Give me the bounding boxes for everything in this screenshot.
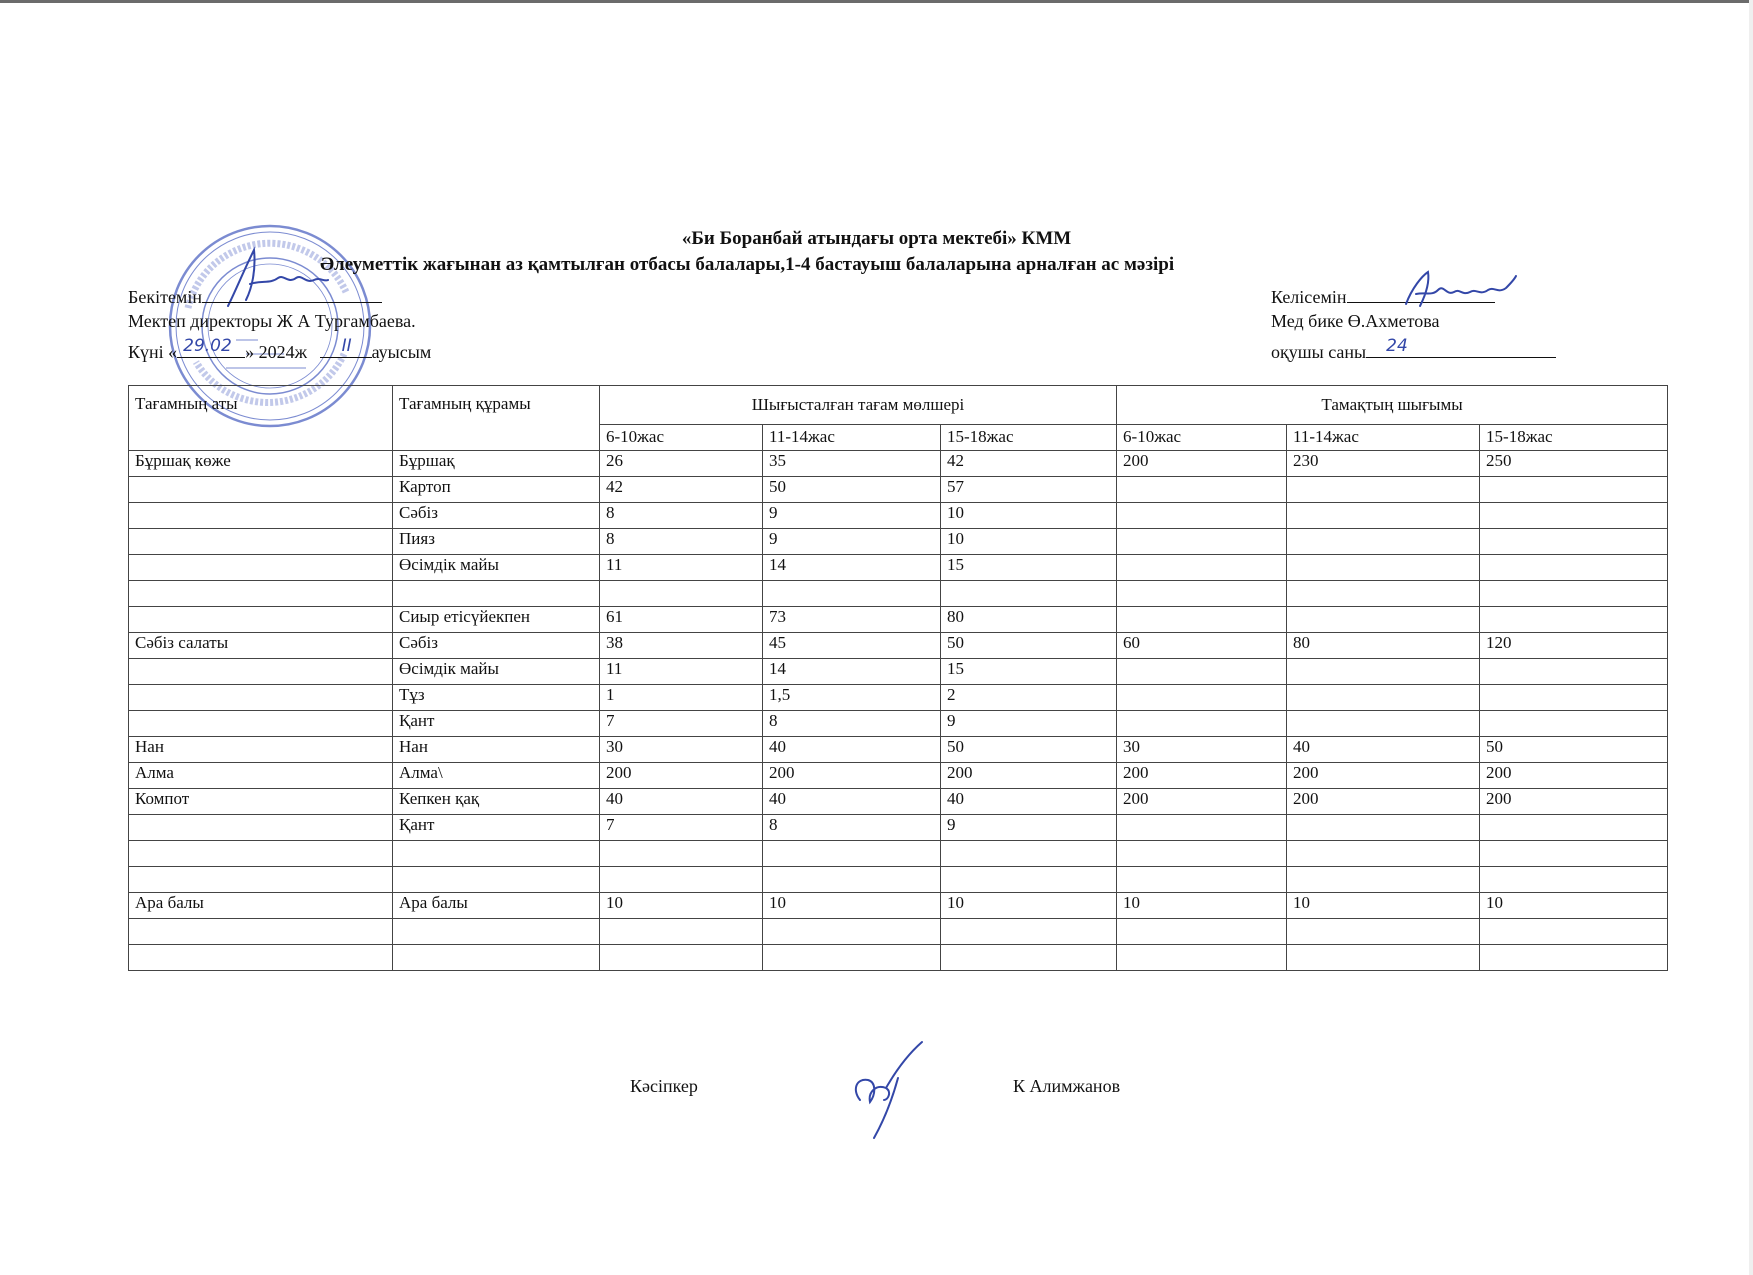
cell-amount-6-10: 11: [600, 555, 763, 581]
cell-amount-15-18: [941, 581, 1117, 607]
cell-amount-15-18: 42: [941, 451, 1117, 477]
cell-yield-11-14: 10: [1287, 893, 1480, 919]
cell-yield-6-10: [1117, 841, 1287, 867]
cell-yield-11-14: [1287, 815, 1480, 841]
cell-dish: [129, 867, 393, 893]
col-header-dish: Тағамның аты: [129, 386, 393, 451]
cell-ingredient: Өсімдік майы: [393, 555, 600, 581]
cell-amount-15-18: 9: [941, 815, 1117, 841]
age-header: 6-10жас: [1117, 425, 1287, 451]
cell-yield-11-14: [1287, 529, 1480, 555]
cell-amount-11-14: 10: [763, 893, 941, 919]
cell-amount-6-10: 8: [600, 529, 763, 555]
cell-amount-6-10: 30: [600, 737, 763, 763]
cell-amount-15-18: 200: [941, 763, 1117, 789]
cell-dish: Нан: [129, 737, 393, 763]
table-row: [129, 867, 1668, 893]
cell-amount-11-14: 9: [763, 503, 941, 529]
cell-amount-11-14: 40: [763, 737, 941, 763]
cell-yield-6-10: 200: [1117, 789, 1287, 815]
cell-dish: Бұршақ көже: [129, 451, 393, 477]
cell-amount-6-10: 7: [600, 711, 763, 737]
cell-dish: [129, 919, 393, 945]
cell-ingredient: Өсімдік майы: [393, 659, 600, 685]
cell-amount-15-18: 50: [941, 633, 1117, 659]
table-row: [129, 737, 1668, 763]
cell-yield-11-14: [1287, 555, 1480, 581]
cell-yield-15-18: [1480, 919, 1668, 945]
cell-ingredient: Ара балы: [393, 893, 600, 919]
cell-amount-15-18: 15: [941, 555, 1117, 581]
table-header-row: [129, 386, 1668, 425]
menu-table: [128, 385, 1668, 971]
cell-yield-11-14: 230: [1287, 451, 1480, 477]
cell-yield-6-10: [1117, 529, 1287, 555]
cell-ingredient: [393, 919, 600, 945]
cell-yield-11-14: [1287, 477, 1480, 503]
cell-amount-6-10: 42: [600, 477, 763, 503]
cell-amount-6-10: 40: [600, 789, 763, 815]
date-line: [128, 336, 432, 363]
cell-amount-15-18: 50: [941, 737, 1117, 763]
cell-yield-11-14: [1287, 711, 1480, 737]
cell-yield-11-14: [1287, 581, 1480, 607]
cell-amount-11-14: [763, 867, 941, 893]
table-row: [129, 841, 1668, 867]
cell-amount-15-18: 10: [941, 503, 1117, 529]
cell-dish: Алма: [129, 763, 393, 789]
cell-yield-11-14: [1287, 659, 1480, 685]
cell-dish: [129, 581, 393, 607]
cell-yield-6-10: [1117, 477, 1287, 503]
cell-amount-11-14: 40: [763, 789, 941, 815]
date-prefix: Күні «: [128, 342, 178, 362]
cell-ingredient: Сәбіз: [393, 503, 600, 529]
cell-amount-15-18: 10: [941, 529, 1117, 555]
cell-amount-11-14: [763, 841, 941, 867]
cell-yield-6-10: [1117, 711, 1287, 737]
cell-dish: [129, 477, 393, 503]
cell-yield-11-14: 200: [1287, 789, 1480, 815]
col-header-composition: Тағамның құрамы: [393, 386, 600, 451]
cell-dish: [129, 685, 393, 711]
date-handwritten: 29.02: [183, 336, 232, 356]
table-row: [129, 503, 1668, 529]
cell-yield-15-18: [1480, 685, 1668, 711]
cell-amount-11-14: 73: [763, 607, 941, 633]
cell-ingredient: Қант: [393, 711, 600, 737]
table-row: [129, 685, 1668, 711]
cell-amount-15-18: 2: [941, 685, 1117, 711]
cell-dish: [129, 607, 393, 633]
table-row: [129, 633, 1668, 659]
table-row: [129, 789, 1668, 815]
cell-yield-6-10: 200: [1117, 763, 1287, 789]
scan-border-right: [1749, 0, 1753, 1275]
cell-yield-6-10: [1117, 581, 1287, 607]
cell-yield-6-10: [1117, 945, 1287, 971]
school-title: «Би Боранбай атындағы орта мектебі» КММ: [681, 228, 1072, 249]
cell-dish: [129, 711, 393, 737]
cell-yield-15-18: [1480, 841, 1668, 867]
cell-yield-15-18: [1480, 867, 1668, 893]
age-header: 15-18жас: [1480, 425, 1668, 451]
cell-amount-6-10: 8: [600, 503, 763, 529]
cell-yield-11-14: [1287, 867, 1480, 893]
shift-handwritten: II: [341, 336, 352, 356]
cell-yield-6-10: [1117, 815, 1287, 841]
table-row: [129, 711, 1668, 737]
cell-yield-6-10: [1117, 659, 1287, 685]
cell-yield-15-18: [1480, 503, 1668, 529]
cell-amount-6-10: [600, 581, 763, 607]
cell-ingredient: Пияз: [393, 529, 600, 555]
footer-name: К Алимжанов: [1013, 1076, 1121, 1096]
shift-label: ауысым: [371, 342, 432, 362]
cell-ingredient: Картоп: [393, 477, 600, 503]
students-handwritten: 24: [1386, 336, 1408, 356]
cell-yield-15-18: 50: [1480, 737, 1668, 763]
cell-yield-15-18: [1480, 477, 1668, 503]
cell-yield-6-10: [1117, 607, 1287, 633]
cell-yield-15-18: [1480, 659, 1668, 685]
cell-amount-6-10: 38: [600, 633, 763, 659]
cell-amount-6-10: 11: [600, 659, 763, 685]
cell-yield-6-10: [1117, 503, 1287, 529]
cell-amount-11-14: 50: [763, 477, 941, 503]
approve-label: Бекітемін: [128, 287, 202, 307]
date-suffix: » 2024ж: [245, 342, 308, 362]
cell-amount-6-10: [600, 841, 763, 867]
cell-yield-6-10: 200: [1117, 451, 1287, 477]
cell-yield-15-18: 200: [1480, 763, 1668, 789]
cell-yield-15-18: [1480, 815, 1668, 841]
cell-dish: [129, 815, 393, 841]
cell-dish: [129, 529, 393, 555]
cell-yield-11-14: [1287, 685, 1480, 711]
cell-dish: [129, 945, 393, 971]
cell-amount-11-14: 9: [763, 529, 941, 555]
table-row: [129, 581, 1668, 607]
cell-yield-15-18: [1480, 529, 1668, 555]
date-blank: [177, 336, 245, 358]
cell-amount-11-14: 8: [763, 711, 941, 737]
cell-ingredient: Кепкен қақ: [393, 789, 600, 815]
cell-yield-15-18: 120: [1480, 633, 1668, 659]
students-blank: [1366, 336, 1556, 358]
age-header: 11-14жас: [1287, 425, 1480, 451]
cell-yield-6-10: [1117, 555, 1287, 581]
scan-border-top: [0, 0, 1753, 3]
cell-amount-15-18: [941, 919, 1117, 945]
cell-amount-15-18: [941, 867, 1117, 893]
cell-amount-11-14: 200: [763, 763, 941, 789]
cell-yield-11-14: 40: [1287, 737, 1480, 763]
cell-amount-11-14: 8: [763, 815, 941, 841]
cell-ingredient: Тұз: [393, 685, 600, 711]
cell-amount-11-14: 1,5: [763, 685, 941, 711]
cell-yield-6-10: 60: [1117, 633, 1287, 659]
cell-amount-6-10: 200: [600, 763, 763, 789]
cell-ingredient: Сиыр етісүйекпен: [393, 607, 600, 633]
cell-amount-15-18: [941, 841, 1117, 867]
cell-yield-11-14: [1287, 841, 1480, 867]
menu-title: Әлеуметтік жағынан аз қамтылған отбасы балалары,1-4 бастауыш балаларына арналған ас мәзірі: [320, 254, 1175, 275]
cell-amount-6-10: [600, 945, 763, 971]
cell-amount-15-18: [941, 945, 1117, 971]
table-row: [129, 763, 1668, 789]
cell-amount-11-14: 45: [763, 633, 941, 659]
table-row: [129, 451, 1668, 477]
cell-dish: [129, 841, 393, 867]
cell-amount-6-10: 61: [600, 607, 763, 633]
cell-yield-6-10: 10: [1117, 893, 1287, 919]
cell-amount-15-18: 80: [941, 607, 1117, 633]
cell-yield-15-18: [1480, 711, 1668, 737]
cell-amount-11-14: 35: [763, 451, 941, 477]
cell-ingredient: Нан: [393, 737, 600, 763]
cell-yield-15-18: [1480, 555, 1668, 581]
cell-yield-15-18: 10: [1480, 893, 1668, 919]
table-row: [129, 659, 1668, 685]
cell-ingredient: [393, 581, 600, 607]
cell-dish: [129, 659, 393, 685]
cell-dish: [129, 503, 393, 529]
cell-dish: [129, 555, 393, 581]
table-row: [129, 815, 1668, 841]
cell-yield-15-18: [1480, 607, 1668, 633]
cell-amount-15-18: 57: [941, 477, 1117, 503]
cell-amount-11-14: [763, 581, 941, 607]
cell-yield-11-14: [1287, 945, 1480, 971]
cell-yield-11-14: [1287, 919, 1480, 945]
cell-yield-11-14: [1287, 503, 1480, 529]
cell-dish: Сәбіз салаты: [129, 633, 393, 659]
menu-table-body: [129, 451, 1668, 971]
table-row: [129, 607, 1668, 633]
cell-ingredient: [393, 841, 600, 867]
nurse-signature: [1402, 266, 1520, 310]
cell-amount-15-18: 15: [941, 659, 1117, 685]
cell-amount-6-10: 1: [600, 685, 763, 711]
cell-yield-11-14: [1287, 607, 1480, 633]
cell-amount-11-14: 14: [763, 555, 941, 581]
cell-ingredient: Сәбіз: [393, 633, 600, 659]
cell-dish: Ара балы: [129, 893, 393, 919]
cell-amount-15-18: 9: [941, 711, 1117, 737]
nurse-name: Мед бике Ө.Ахметова: [1271, 311, 1440, 331]
cell-yield-6-10: [1117, 685, 1287, 711]
approve-line: [128, 284, 382, 308]
cell-amount-6-10: [600, 867, 763, 893]
table-row: [129, 555, 1668, 581]
cell-amount-6-10: 26: [600, 451, 763, 477]
cell-amount-6-10: 10: [600, 893, 763, 919]
cell-yield-6-10: [1117, 919, 1287, 945]
cell-dish: Компот: [129, 789, 393, 815]
cell-amount-11-14: 14: [763, 659, 941, 685]
cell-ingredient: [393, 867, 600, 893]
cell-ingredient: Алма\: [393, 763, 600, 789]
cell-amount-11-14: [763, 945, 941, 971]
cell-amount-6-10: 7: [600, 815, 763, 841]
cell-yield-11-14: 200: [1287, 763, 1480, 789]
cell-amount-15-18: 10: [941, 893, 1117, 919]
cell-yield-11-14: 80: [1287, 633, 1480, 659]
age-header: 15-18жас: [941, 425, 1117, 451]
cell-yield-15-18: 200: [1480, 789, 1668, 815]
entrepreneur-signature: [846, 1038, 928, 1140]
cell-ingredient: Бұршақ: [393, 451, 600, 477]
agree-label: Келісемін: [1271, 287, 1347, 307]
cell-yield-15-18: [1480, 945, 1668, 971]
age-header: 11-14жас: [763, 425, 941, 451]
age-header: 6-10жас: [600, 425, 763, 451]
cell-yield-6-10: 30: [1117, 737, 1287, 763]
cell-amount-6-10: [600, 919, 763, 945]
table-row: [129, 529, 1668, 555]
approve-signature-blank: [202, 284, 382, 303]
col-group-yield: Тамақтың шығымы: [1117, 386, 1668, 425]
director-name: Мектеп директоры Ж А Тургамбаева.: [128, 311, 416, 331]
cell-yield-6-10: [1117, 867, 1287, 893]
students-label: оқушы саны: [1271, 342, 1367, 362]
cell-yield-15-18: [1480, 581, 1668, 607]
table-row: [129, 893, 1668, 919]
cell-ingredient: [393, 945, 600, 971]
table-row: [129, 477, 1668, 503]
table-row: [129, 919, 1668, 945]
footer-role: Кәсіпкер: [630, 1076, 698, 1096]
cell-yield-15-18: 250: [1480, 451, 1668, 477]
shift-blank: [320, 336, 372, 358]
cell-amount-15-18: 40: [941, 789, 1117, 815]
cell-ingredient: Қант: [393, 815, 600, 841]
table-row: [129, 945, 1668, 971]
cell-amount-11-14: [763, 919, 941, 945]
students-line: [1271, 336, 1556, 363]
col-group-amount: Шығысталған тағам мөлшері: [600, 386, 1117, 425]
